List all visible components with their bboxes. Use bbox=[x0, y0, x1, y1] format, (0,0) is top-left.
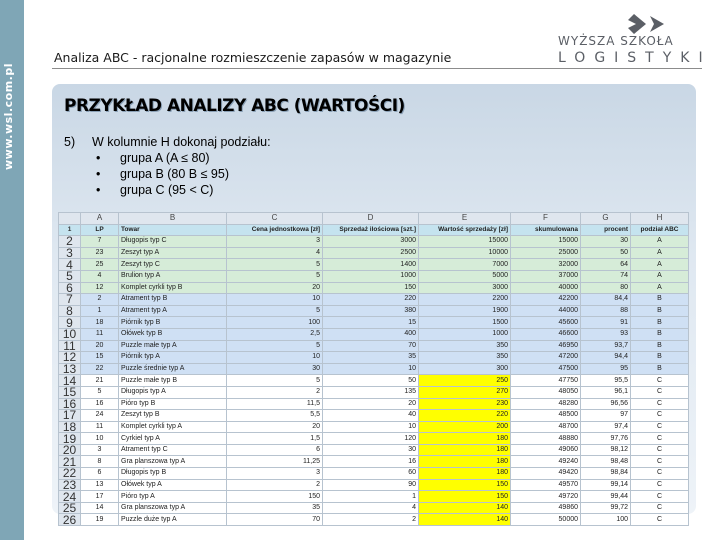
table-cell[interactable]: A bbox=[631, 259, 689, 271]
table-cell[interactable]: 48280 bbox=[511, 398, 581, 410]
table-cell[interactable]: A bbox=[631, 247, 689, 259]
table-cell[interactable]: 180 bbox=[419, 444, 511, 456]
table-cell[interactable]: Puzzle małe typ B bbox=[119, 375, 227, 387]
table-cell[interactable]: Pióro typ A bbox=[119, 491, 227, 503]
table-cell[interactable]: 11 bbox=[81, 328, 119, 340]
table-cell[interactable]: 6 bbox=[227, 444, 323, 456]
table-cell[interactable]: B bbox=[631, 294, 689, 306]
table-cell[interactable]: 270 bbox=[419, 386, 511, 398]
table-cell[interactable]: B bbox=[631, 317, 689, 329]
table-row bbox=[59, 294, 689, 306]
table-cell[interactable]: 45600 bbox=[511, 317, 581, 329]
row-number[interactable]: 24 bbox=[59, 491, 81, 503]
table-cell[interactable]: 91 bbox=[581, 317, 631, 329]
table-cell[interactable]: Zeszyt typ A bbox=[119, 247, 227, 259]
table-cell[interactable]: 1500 bbox=[419, 317, 511, 329]
table-cell[interactable]: C bbox=[631, 468, 689, 480]
table-row bbox=[59, 456, 689, 468]
table-cell[interactable]: C bbox=[631, 514, 689, 526]
bullet-glyph: • bbox=[96, 151, 101, 165]
table-cell[interactable]: 10 bbox=[227, 294, 323, 306]
table-cell[interactable]: 5000 bbox=[419, 270, 511, 282]
table-cell[interactable]: 97,4 bbox=[581, 421, 631, 433]
table-cell[interactable]: 48700 bbox=[511, 421, 581, 433]
table-cell[interactable]: Gra planszowa typ A bbox=[119, 456, 227, 468]
table-cell[interactable]: 11 bbox=[81, 421, 119, 433]
table-cell[interactable]: 12 bbox=[81, 282, 119, 294]
row-number[interactable]: 21 bbox=[59, 456, 81, 468]
table-cell[interactable]: Puzzle średnie typ A bbox=[119, 363, 227, 375]
table-cell[interactable]: C bbox=[631, 410, 689, 422]
table-cell[interactable]: 1000 bbox=[323, 270, 419, 282]
table-cell[interactable]: 90 bbox=[323, 479, 419, 491]
table-cell[interactable]: 2500 bbox=[323, 247, 419, 259]
row-number[interactable]: 22 bbox=[59, 468, 81, 480]
row-number[interactable]: 7 bbox=[59, 294, 81, 306]
table-cell[interactable]: 2 bbox=[227, 479, 323, 491]
school-logo bbox=[558, 12, 712, 66]
table-cell[interactable]: A bbox=[631, 282, 689, 294]
bullet-text: grupa A (A ≤ 80) bbox=[120, 151, 210, 165]
table-cell[interactable]: 32000 bbox=[511, 259, 581, 271]
row-number[interactable]: 4 bbox=[59, 259, 81, 271]
table-cell[interactable]: 140 bbox=[419, 514, 511, 526]
table-cell[interactable]: 35 bbox=[227, 502, 323, 514]
row-number[interactable]: 12 bbox=[59, 352, 81, 364]
table-cell[interactable]: 3000 bbox=[419, 282, 511, 294]
header-divider bbox=[52, 68, 702, 69]
table-cell[interactable]: 20 bbox=[227, 421, 323, 433]
site-url: www.wsl.com.pl bbox=[2, 63, 15, 170]
table-cell[interactable]: 22 bbox=[81, 363, 119, 375]
table-cell[interactable]: B bbox=[631, 328, 689, 340]
table-cell[interactable]: Piórnik typ A bbox=[119, 352, 227, 364]
table-row bbox=[59, 502, 689, 514]
table-cell[interactable]: 47200 bbox=[511, 352, 581, 364]
table-cell[interactable]: skumulowana bbox=[511, 224, 581, 236]
bullet-glyph: • bbox=[96, 183, 101, 197]
table-row bbox=[59, 386, 689, 398]
table-cell[interactable]: 10 bbox=[81, 433, 119, 445]
table-cell[interactable]: 150 bbox=[323, 282, 419, 294]
table-cell[interactable]: 25000 bbox=[511, 247, 581, 259]
row-number[interactable]: 2 bbox=[59, 236, 81, 248]
item-text: W kolumnie H dokonaj podziału: bbox=[92, 135, 271, 149]
column-letter[interactable]: A bbox=[81, 213, 119, 225]
column-letter[interactable]: E bbox=[419, 213, 511, 225]
table-cell[interactable]: 46950 bbox=[511, 340, 581, 352]
table-cell[interactable]: Atrament typ A bbox=[119, 305, 227, 317]
table-cell[interactable]: 21 bbox=[81, 375, 119, 387]
item-number: 5) bbox=[64, 135, 76, 149]
bullet-item bbox=[96, 151, 210, 165]
table-cell[interactable]: 49860 bbox=[511, 502, 581, 514]
table-cell[interactable]: 5 bbox=[227, 375, 323, 387]
table-row bbox=[59, 305, 689, 317]
table-cell[interactable]: 1,5 bbox=[227, 433, 323, 445]
table-cell[interactable]: Pióro typ B bbox=[119, 398, 227, 410]
table-cell[interactable]: 6 bbox=[81, 468, 119, 480]
table-row bbox=[59, 259, 689, 271]
table-cell[interactable]: 42200 bbox=[511, 294, 581, 306]
column-letter[interactable]: D bbox=[323, 213, 419, 225]
table-cell[interactable]: 96,56 bbox=[581, 398, 631, 410]
table-cell[interactable]: 1400 bbox=[323, 259, 419, 271]
table-cell[interactable]: Ołówek typ B bbox=[119, 328, 227, 340]
table-row bbox=[59, 224, 689, 236]
table-cell[interactable]: 16 bbox=[81, 398, 119, 410]
row-number[interactable]: 10 bbox=[59, 328, 81, 340]
table-cell[interactable]: 99,72 bbox=[581, 502, 631, 514]
table-cell[interactable]: 15 bbox=[81, 352, 119, 364]
table-cell[interactable]: 5 bbox=[227, 259, 323, 271]
table-cell[interactable]: 15000 bbox=[419, 236, 511, 248]
row-number[interactable]: 9 bbox=[59, 317, 81, 329]
table-cell[interactable]: 1900 bbox=[419, 305, 511, 317]
table-cell[interactable]: C bbox=[631, 421, 689, 433]
table-cell[interactable]: 98,48 bbox=[581, 456, 631, 468]
table-cell[interactable]: 49240 bbox=[511, 456, 581, 468]
table-cell[interactable]: 18 bbox=[81, 317, 119, 329]
row-number[interactable]: 19 bbox=[59, 433, 81, 445]
table-cell[interactable]: 135 bbox=[323, 386, 419, 398]
table-cell[interactable]: Puzzle małe typ A bbox=[119, 340, 227, 352]
table-row bbox=[59, 236, 689, 248]
table-row bbox=[59, 375, 689, 387]
table-cell[interactable]: 50000 bbox=[511, 514, 581, 526]
table-cell[interactable]: 93,7 bbox=[581, 340, 631, 352]
column-letters-row bbox=[59, 213, 689, 225]
row-number[interactable]: 14 bbox=[59, 375, 81, 387]
table-cell[interactable]: 5,5 bbox=[227, 410, 323, 422]
row-number[interactable]: 3 bbox=[59, 247, 81, 259]
column-letter[interactable]: F bbox=[511, 213, 581, 225]
page-title: Analiza ABC - racjonalne rozmieszczenie zapasów w magazynie bbox=[54, 50, 452, 65]
column-letter[interactable]: C bbox=[227, 213, 323, 225]
table-cell[interactable]: 2200 bbox=[419, 294, 511, 306]
table-cell[interactable]: 350 bbox=[419, 340, 511, 352]
table-cell[interactable]: 3 bbox=[227, 468, 323, 480]
table-row bbox=[59, 410, 689, 422]
row-number[interactable]: 23 bbox=[59, 479, 81, 491]
table-cell[interactable]: A bbox=[631, 270, 689, 282]
table-row bbox=[59, 363, 689, 375]
row-number[interactable]: 26 bbox=[59, 514, 81, 526]
table-cell[interactable]: 3 bbox=[227, 236, 323, 248]
table-cell[interactable]: 93 bbox=[581, 328, 631, 340]
table-cell[interactable]: Sprzedaż ilościowa [szt.] bbox=[323, 224, 419, 236]
table-cell[interactable]: 80 bbox=[581, 282, 631, 294]
table-cell[interactable]: 48050 bbox=[511, 386, 581, 398]
table-cell[interactable]: 3000 bbox=[323, 236, 419, 248]
table-cell[interactable]: 1 bbox=[81, 305, 119, 317]
row-number[interactable]: 1 bbox=[59, 224, 81, 236]
table-cell[interactable]: 70 bbox=[227, 514, 323, 526]
table-cell[interactable]: 100 bbox=[581, 514, 631, 526]
table-cell[interactable]: 180 bbox=[419, 468, 511, 480]
logo-line-1: WYŻSZA SZKOŁA bbox=[558, 34, 674, 48]
table-cell[interactable]: C bbox=[631, 502, 689, 514]
table-cell[interactable]: 50 bbox=[581, 247, 631, 259]
table-cell[interactable]: C bbox=[631, 375, 689, 387]
table-cell[interactable]: B bbox=[631, 363, 689, 375]
table-cell[interactable]: 220 bbox=[419, 410, 511, 422]
table-cell[interactable]: 44000 bbox=[511, 305, 581, 317]
table-cell[interactable]: 220 bbox=[323, 294, 419, 306]
table-cell[interactable]: Towar bbox=[119, 224, 227, 236]
table-cell[interactable]: 70 bbox=[323, 340, 419, 352]
column-letter[interactable]: G bbox=[581, 213, 631, 225]
row-number[interactable]: 13 bbox=[59, 363, 81, 375]
table-cell[interactable]: 49060 bbox=[511, 444, 581, 456]
table-cell[interactable]: C bbox=[631, 444, 689, 456]
table-cell[interactable]: 40 bbox=[323, 410, 419, 422]
table-cell[interactable]: 35 bbox=[323, 352, 419, 364]
table-cell[interactable]: 97 bbox=[581, 410, 631, 422]
table-cell[interactable]: 24 bbox=[81, 410, 119, 422]
bullet-item bbox=[96, 183, 213, 197]
table-row bbox=[59, 398, 689, 410]
row-number[interactable]: 16 bbox=[59, 398, 81, 410]
table-cell[interactable]: 84,4 bbox=[581, 294, 631, 306]
row-number[interactable]: 15 bbox=[59, 386, 81, 398]
table-cell[interactable]: 400 bbox=[323, 328, 419, 340]
table-cell[interactable]: 180 bbox=[419, 433, 511, 445]
table-cell[interactable]: 10000 bbox=[419, 247, 511, 259]
table-cell[interactable]: 88 bbox=[581, 305, 631, 317]
table-cell[interactable]: 1 bbox=[323, 491, 419, 503]
table-cell[interactable]: 10 bbox=[227, 352, 323, 364]
table-row bbox=[59, 328, 689, 340]
spreadsheet bbox=[58, 212, 689, 526]
table-row bbox=[59, 317, 689, 329]
table-cell[interactable]: Komplet cyrkli typ A bbox=[119, 421, 227, 433]
table-row bbox=[59, 340, 689, 352]
table-cell[interactable]: 40000 bbox=[511, 282, 581, 294]
table-cell[interactable]: 23 bbox=[81, 247, 119, 259]
logo-mark-icon bbox=[624, 12, 668, 36]
table-cell[interactable]: 20 bbox=[323, 398, 419, 410]
table-cell[interactable]: 2,5 bbox=[227, 328, 323, 340]
table-cell[interactable]: 8 bbox=[81, 456, 119, 468]
table-cell[interactable]: 48880 bbox=[511, 433, 581, 445]
table-cell[interactable]: 13 bbox=[81, 479, 119, 491]
table-cell[interactable]: 49570 bbox=[511, 479, 581, 491]
table-cell[interactable]: 25 bbox=[81, 259, 119, 271]
table-cell[interactable]: 96,1 bbox=[581, 386, 631, 398]
table-cell[interactable]: 2 bbox=[323, 514, 419, 526]
table-cell[interactable]: 2 bbox=[81, 294, 119, 306]
table-cell[interactable]: Brulion typ A bbox=[119, 270, 227, 282]
table-cell[interactable]: Komplet cyrkli typ B bbox=[119, 282, 227, 294]
table-cell[interactable]: 350 bbox=[419, 352, 511, 364]
table-cell[interactable]: 1000 bbox=[419, 328, 511, 340]
side-bar bbox=[0, 0, 24, 540]
table-cell[interactable]: 16 bbox=[323, 456, 419, 468]
logo-line-2: LOGISTYKI bbox=[558, 50, 712, 66]
table-cell[interactable]: 30 bbox=[581, 236, 631, 248]
table-cell[interactable]: 74 bbox=[581, 270, 631, 282]
table-cell[interactable]: 49420 bbox=[511, 468, 581, 480]
table-cell[interactable]: 250 bbox=[419, 375, 511, 387]
table-cell[interactable]: 150 bbox=[419, 479, 511, 491]
table-cell[interactable]: 94,4 bbox=[581, 352, 631, 364]
table-cell[interactable]: 95,5 bbox=[581, 375, 631, 387]
table-cell[interactable]: Zeszyt typ B bbox=[119, 410, 227, 422]
table-cell[interactable]: C bbox=[631, 398, 689, 410]
bullet-text: grupa B (80 B ≤ 95) bbox=[120, 167, 230, 181]
table-cell[interactable]: Długopis typ B bbox=[119, 468, 227, 480]
table-cell[interactable]: 99,14 bbox=[581, 479, 631, 491]
table-row bbox=[59, 444, 689, 456]
table-cell[interactable]: 100 bbox=[227, 317, 323, 329]
table-cell[interactable]: C bbox=[631, 491, 689, 503]
table-cell[interactable]: 200 bbox=[419, 421, 511, 433]
table-cell[interactable]: Ołówek typ A bbox=[119, 479, 227, 491]
table-cell[interactable]: 11,25 bbox=[227, 456, 323, 468]
table-cell[interactable]: 64 bbox=[581, 259, 631, 271]
row-number[interactable]: 6 bbox=[59, 282, 81, 294]
table-cell[interactable]: 7000 bbox=[419, 259, 511, 271]
row-number[interactable]: 17 bbox=[59, 410, 81, 422]
table-cell[interactable]: 47750 bbox=[511, 375, 581, 387]
table-cell[interactable]: A bbox=[631, 236, 689, 248]
table-cell[interactable]: 5 bbox=[227, 340, 323, 352]
table-cell[interactable]: 150 bbox=[419, 491, 511, 503]
table-cell[interactable]: LP bbox=[81, 224, 119, 236]
table-cell[interactable]: 98,12 bbox=[581, 444, 631, 456]
table-cell[interactable]: 10 bbox=[323, 363, 419, 375]
table-cell[interactable]: 46600 bbox=[511, 328, 581, 340]
table-cell[interactable]: 3 bbox=[81, 444, 119, 456]
table-cell[interactable]: 15000 bbox=[511, 236, 581, 248]
row-number[interactable]: 8 bbox=[59, 305, 81, 317]
table-cell[interactable]: 180 bbox=[419, 456, 511, 468]
row-number[interactable]: 20 bbox=[59, 444, 81, 456]
corner-cell bbox=[59, 213, 81, 225]
table-cell[interactable]: Puzzle duże typ A bbox=[119, 514, 227, 526]
table-cell[interactable]: Atrament typ B bbox=[119, 294, 227, 306]
table-cell[interactable]: 5 bbox=[81, 386, 119, 398]
table-cell[interactable]: 48500 bbox=[511, 410, 581, 422]
table-cell[interactable]: Cena jednostkowa [zł] bbox=[227, 224, 323, 236]
table-cell[interactable]: C bbox=[631, 456, 689, 468]
table-cell[interactable]: 150 bbox=[227, 491, 323, 503]
table-cell[interactable]: 300 bbox=[419, 363, 511, 375]
table-row bbox=[59, 433, 689, 445]
table-cell[interactable]: 4 bbox=[81, 270, 119, 282]
table-cell[interactable]: Zeszyt typ C bbox=[119, 259, 227, 271]
table-cell[interactable]: C bbox=[631, 386, 689, 398]
slide-heading: PRZYKŁAD ANALIZY ABC (WARTOŚCI) bbox=[64, 96, 405, 116]
table-cell[interactable]: B bbox=[631, 305, 689, 317]
table-cell[interactable]: 5 bbox=[227, 305, 323, 317]
table-row bbox=[59, 479, 689, 491]
table-cell[interactable]: 47500 bbox=[511, 363, 581, 375]
table-row bbox=[59, 514, 689, 526]
table-cell[interactable]: 49720 bbox=[511, 491, 581, 503]
table-row bbox=[59, 247, 689, 259]
row-number[interactable]: 18 bbox=[59, 421, 81, 433]
row-number[interactable]: 25 bbox=[59, 502, 81, 514]
table-cell[interactable]: B bbox=[631, 352, 689, 364]
row-number[interactable]: 5 bbox=[59, 270, 81, 282]
table-cell[interactable]: 11,5 bbox=[227, 398, 323, 410]
table-row bbox=[59, 491, 689, 503]
table-cell[interactable]: 20 bbox=[81, 340, 119, 352]
table-cell[interactable]: 99,44 bbox=[581, 491, 631, 503]
table-row bbox=[59, 282, 689, 294]
table-cell[interactable]: Piórnik typ B bbox=[119, 317, 227, 329]
table-cell[interactable]: 140 bbox=[419, 502, 511, 514]
table-cell[interactable]: 7 bbox=[81, 236, 119, 248]
table-cell[interactable]: 37000 bbox=[511, 270, 581, 282]
table-cell[interactable]: 2 bbox=[227, 386, 323, 398]
table-cell[interactable]: 10 bbox=[323, 421, 419, 433]
column-letter[interactable]: H bbox=[631, 213, 689, 225]
table-cell[interactable]: Gra planszowa typ A bbox=[119, 502, 227, 514]
table-row bbox=[59, 421, 689, 433]
table-cell[interactable]: 19 bbox=[81, 514, 119, 526]
table-row bbox=[59, 468, 689, 480]
table-cell[interactable]: 30 bbox=[227, 363, 323, 375]
table-cell[interactable]: 4 bbox=[323, 502, 419, 514]
table-cell[interactable]: Wartość sprzedaży [zł] bbox=[419, 224, 511, 236]
table-cell[interactable]: 97,76 bbox=[581, 433, 631, 445]
table-cell[interactable]: 30 bbox=[323, 444, 419, 456]
row-number[interactable]: 11 bbox=[59, 340, 81, 352]
table-row bbox=[59, 352, 689, 364]
table-cell[interactable]: 5 bbox=[227, 270, 323, 282]
table-cell[interactable]: procent bbox=[581, 224, 631, 236]
table-row bbox=[59, 270, 689, 282]
table-cell[interactable]: 20 bbox=[227, 282, 323, 294]
table-cell[interactable]: 4 bbox=[227, 247, 323, 259]
table-cell[interactable]: 50 bbox=[323, 375, 419, 387]
table-cell[interactable]: 60 bbox=[323, 468, 419, 480]
table-cell[interactable]: 15 bbox=[323, 317, 419, 329]
bullet-item bbox=[96, 167, 229, 181]
table-cell[interactable]: B bbox=[631, 340, 689, 352]
table-cell[interactable]: 14 bbox=[81, 502, 119, 514]
table-cell[interactable]: 120 bbox=[323, 433, 419, 445]
table-cell[interactable]: 98,84 bbox=[581, 468, 631, 480]
table-cell[interactable]: 230 bbox=[419, 398, 511, 410]
table-cell[interactable]: Długopis typ A bbox=[119, 386, 227, 398]
bullet-text: grupa C (95 < C) bbox=[120, 183, 214, 197]
table-cell[interactable]: 95 bbox=[581, 363, 631, 375]
table-cell[interactable]: 17 bbox=[81, 491, 119, 503]
table-cell[interactable]: Cyrkiel typ A bbox=[119, 433, 227, 445]
table-cell[interactable]: C bbox=[631, 433, 689, 445]
table-cell[interactable]: podział ABC bbox=[631, 224, 689, 236]
table-cell[interactable]: 380 bbox=[323, 305, 419, 317]
column-letter[interactable]: B bbox=[119, 213, 227, 225]
table-cell[interactable]: Atrament typ C bbox=[119, 444, 227, 456]
table-cell[interactable]: Długopis typ C bbox=[119, 236, 227, 248]
bullet-glyph: • bbox=[96, 167, 101, 181]
table-cell[interactable]: C bbox=[631, 479, 689, 491]
